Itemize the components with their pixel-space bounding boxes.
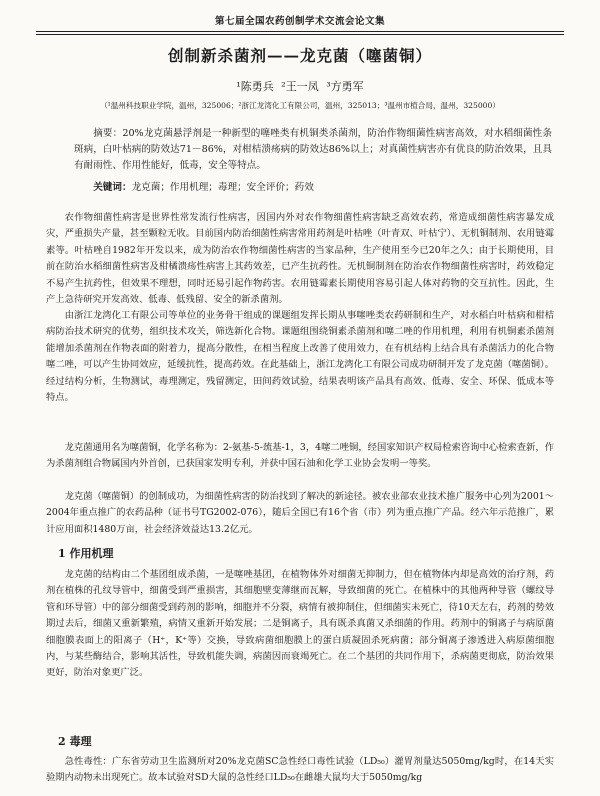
body-paragraph-3: 龙克菌通用名为噻菌铜，化学名称为：2-氨基-5-巯基-1，3，4噻二唑铜，经国家知识产权局检索咨询中心检索查新，作为杀菌剂组合物属国内外首创，已获国家发明专利，并获中国石油和化学工业协会发明一等奖。 (46, 442, 554, 470)
abstract: 摘要：20%龙克菌悬浮剂是一种新型的噻唑类有机铜类杀菌剂，防治作物细菌性病害高效，对水稻细菌性条斑病，白叶枯病的防效达71－86%，对柑桔溃疡病的防效达86%以上；对真菌性病害亦有优良的防治效果，且具有耐雨性、作用性能好，低毒，安全等特点。 (74, 128, 552, 171)
body-paragraph-1: 农作物细菌性病害是世界性常发流行性病害，因国内外对农作物细菌性病害缺乏高效农药，常造成细菌性病害暴发成灾，严重损失产量，甚至颗粒无收。目前国内防治细菌性病害常用药剂是叶枯唑（叶青双、叶枯宁）、无机铜制剂、农用链霉素等。叶枯唑自1982年开发以来，成为防治农作物细菌性病害的当家品种，生产使用至今已20年之久；由于长期使用，目前在防治水稻细菌性病害及柑橘溃疡性病害上其药效差，已产生抗药性。无机铜制剂在防治农作物细菌性病害时，药效稳定不易产生抗药性，但效果不理想，同时还易引起作物药害。农用链霉素长期使用容易引起人体对药物的交互抗性。因此，生产上急待研究开发高效、低毒、低残留、安全的新杀菌剂。 (46, 212, 554, 306)
paper-title: 创制新杀菌剂——龙克菌（噻菌铜） (167, 46, 432, 65)
body-paragraph-2: 由浙江龙湾化工有限公司等单位的业务骨干组成的课题组发挥长期从事噻唑类农药研制和生产，对水稻白叶枯病和柑桔病防治技术研究的优势，组织技术攻关，筛选新化合物。课题组围绕铜素杀菌剂和噻二唑的作用机理，利用有机铜素杀菌剂能增加杀菌剂在作物表面的附着力，提高分散性，在相当程度上改善了使用效力，在有机结构上结合具有杀菌活力的化合物噻二唑，可以产生协同效应，延缓抗性，提高药效。在此基础上，浙江龙湾化工有限公司成功研制开发了龙克菌（噻菌铜）。经过结构分析，生物测试，毒理测定，残留测定，田间药效试验，结果表明该产品具有高效、低毒、安全、环保、低成本等特点。 (46, 310, 554, 404)
section-heading-mechanism: 1 作用机理 (58, 547, 114, 560)
body-paragraph-4: 龙克菌（噻菌铜）的创制成功，为细菌性病害的防治找到了解决的新途径。被农业部农业技术推广服务中心列为2001～2004年重点推广的农药品种（证书号TG2002-076），随后全国已有16个省（市）列为重点推广产品。经六年示范推广，累计应用面积1480万亩，社会经济效益达13.2亿元。 (46, 491, 554, 535)
body-paragraph-5: 龙克菌的结构由二个基团组成杀菌，一是噻唑基团，在植物体外对细菌无抑制力，但在植物体内却是高效的治疗剂，药剂在植株的孔纹导管中，细菌受到严重损害，其细胞壁变薄继而瓦解，导致细菌的死亡。在植株中的其他两种导管（螺纹导管和环导管）中的部分细菌受到药剂的影响，细胞并不分裂，病情有被抑制住，但细菌实未死亡，待10天左右，药剂的势效期过去后，细菌又重新繁殖，病情又重新开始发展；二是铜离子，具有既杀真菌又杀细菌的作用。药剂中的铜离子与病原菌细胞膜表面上的阳离子（H⁺，K⁺等）交换，导致病菌细胞膜上的蛋白质凝固杀死病菌；部分铜离子渗透进入病原菌细胞内，与某些酶结合，影响其活性，导致机能失调，病菌因而衰竭死亡。在二个基团的共同作用下，杀病菌更彻底，防治效果更好，防治对象更广泛。 (46, 569, 554, 679)
affiliations: （¹温州科技职业学院，温州，325006；²浙江龙湾化工有限公司，温州，325013；³温州市植合局，温州，325000） (100, 101, 500, 110)
author-list (36, 78, 564, 94)
section-heading-toxicology: 2 毒理 (58, 735, 92, 748)
author-3: ³方勇军 (326, 80, 364, 93)
author-1: ¹陈勇兵 (236, 80, 274, 93)
keywords (74, 180, 552, 196)
running-head: 第七届全国农药创制学术交流会论文集 (36, 13, 564, 32)
author-2: ²王一凤 (281, 80, 319, 93)
body-paragraph-6: 急性毒性：广东省劳动卫生监测所对20%龙克菌SC急性经口毒性试验（LD₅₀）灌胃剂量达5050mg/kg时，在14天实验期内动物未出现死亡。故本试验对SD大鼠的急性经口LD₅₀在雌雄大鼠均大于5050mg/kg (46, 756, 554, 784)
keywords-label: 关键词： (93, 182, 132, 193)
keywords-text: 龙克菌；作用机理；毒理；安全评价；药效 (131, 182, 314, 193)
